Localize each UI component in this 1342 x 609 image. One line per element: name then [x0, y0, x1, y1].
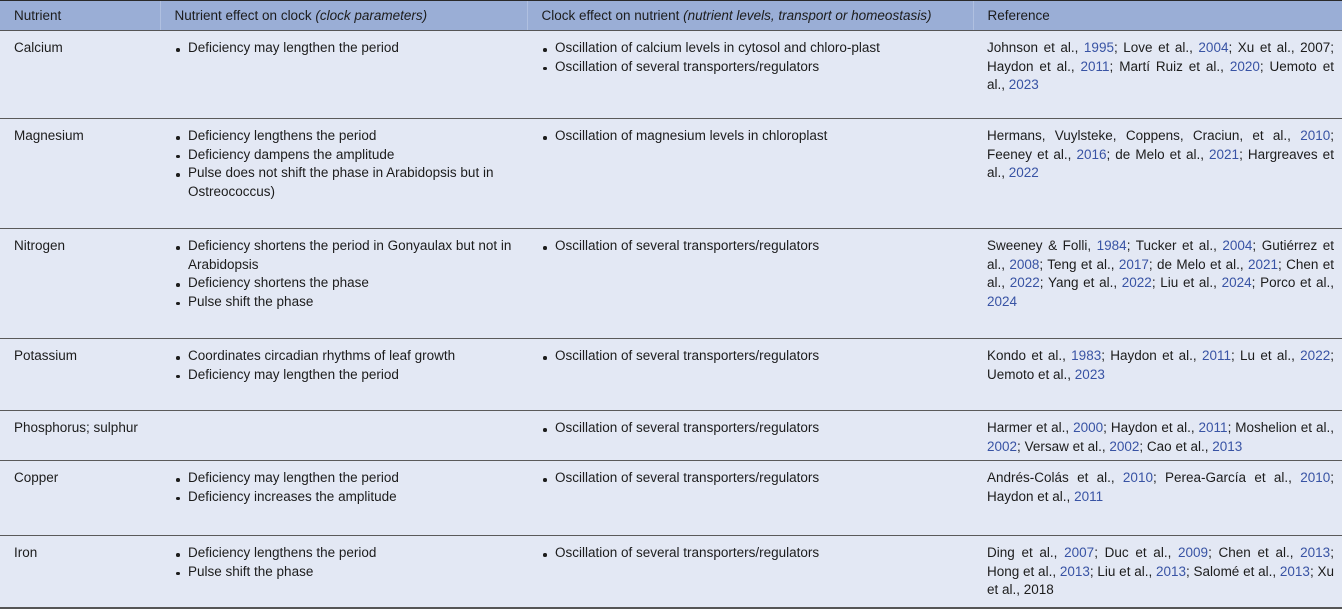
reference-year-link[interactable]: 2022 [1121, 275, 1152, 290]
reference-author: Liu et al., [1160, 275, 1222, 290]
bullet-item: Oscillation of several transporters/regulators [541, 237, 973, 256]
cell-clock-on-nutrient-list [541, 347, 973, 366]
cell-reference [973, 461, 1342, 536]
header-clock-on-nutrient-label: Clock effect on nutrient [541, 7, 684, 23]
reference-author: Uemoto et al., [987, 366, 1075, 382]
cell-nutrient: Magnesium [0, 119, 160, 229]
reference-year-link[interactable]: 2000 [1073, 420, 1104, 435]
reference-author: Liu et al., [1097, 563, 1156, 579]
reference-author: Hermans, Vuylsteke, Coppens, Craciun, et al., [987, 128, 1301, 143]
cell-reference [973, 229, 1342, 339]
reference-year-link[interactable]: 1984 [1096, 238, 1127, 253]
reference-year-link[interactable]: 2013 [1155, 563, 1187, 579]
reference-separator: ; [1330, 40, 1334, 55]
bullet-item: Oscillation of several transporters/regulators [541, 347, 973, 366]
reference-year-link[interactable]: 2011 [1080, 58, 1110, 74]
cell-clock-on-nutrient-list [541, 544, 973, 563]
reference-year-link[interactable]: 2010 [1300, 470, 1331, 485]
reference-year-link[interactable]: 2022 [1009, 275, 1040, 290]
reference-year-link[interactable]: 2023 [1074, 366, 1105, 382]
reference-separator: ; [1330, 348, 1334, 363]
bullet-item: Oscillation of several transporters/regulators [541, 544, 973, 563]
header-clock-on-nutrient-note: (nutrient levels, transport or homeostasis) [683, 7, 932, 23]
reference-year-link[interactable]: 2023 [1008, 77, 1039, 92]
cell-nutrient: Iron [0, 536, 160, 608]
cell-nutrient: Phosphorus; sulphur [0, 411, 160, 461]
cell-clock-on-nutrient [527, 31, 973, 119]
table-body [0, 31, 1342, 608]
reference-author: Salomé et al., [1193, 563, 1280, 579]
reference-separator: ; [1106, 146, 1116, 162]
cell-reference [973, 119, 1342, 229]
reference-author: Porco et al., [1260, 275, 1334, 290]
reference-author: Uemoto et al., [987, 58, 1334, 92]
cell-effect-on-clock-list [174, 469, 527, 506]
reference-year-link[interactable]: 2024 [987, 293, 1018, 309]
bullet-item: Oscillation of several transporters/regulators [541, 58, 973, 77]
reference-author: Lu et al., [1240, 348, 1301, 363]
reference-author: Johnson et al., [987, 40, 1084, 55]
reference-author: Ding et al., [987, 545, 1065, 560]
reference-separator: ; [1103, 420, 1111, 435]
reference-author: de Melo et al., [1115, 146, 1210, 162]
reference-year-link[interactable]: 2010 [1300, 128, 1331, 143]
cell-effect-on-clock [160, 461, 527, 536]
reference-separator: ; [1101, 348, 1111, 363]
bullet-item: Deficiency shortens the period in Gonyaulax but not in Arabidopsis [174, 237, 527, 274]
reference-author: Andrés-Colás et al., [987, 470, 1123, 485]
reference-year: 2018 [1023, 582, 1054, 597]
cell-reference [973, 536, 1342, 608]
header-effect-on-clock-label: Nutrient effect on clock [174, 7, 316, 23]
cell-clock-on-nutrient [527, 536, 973, 608]
reference-year-link[interactable]: 2002 [987, 438, 1018, 454]
reference-separator: ; [1252, 238, 1262, 253]
cell-clock-on-nutrient [527, 339, 973, 411]
reference-year-link[interactable]: 2017 [1118, 256, 1149, 272]
table-row [0, 31, 1342, 119]
reference-separator: ; [1039, 256, 1048, 272]
reference-year-link[interactable]: 1983 [1071, 348, 1102, 363]
table-row [0, 119, 1342, 229]
cell-clock-on-nutrient [527, 119, 973, 229]
reference-year-link[interactable]: 2013 [1059, 563, 1090, 579]
cell-clock-on-nutrient-list [541, 237, 973, 256]
reference-separator: ; [1278, 256, 1287, 272]
bullet-item: Deficiency dampens the amplitude [174, 146, 527, 165]
reference-year-link[interactable]: 2013 [1212, 438, 1243, 454]
reference-year-link[interactable]: 2011 [1074, 488, 1104, 504]
reference-separator: ; [1239, 146, 1248, 162]
bullet-item: Pulse shift the phase [174, 293, 527, 312]
header-effect-on-clock-note: (clock parameters) [315, 7, 428, 23]
table-row [0, 461, 1342, 536]
reference-author: Haydon et al., [987, 58, 1081, 74]
cell-clock-on-nutrient-list [541, 419, 973, 438]
header-nutrient: Nutrient [0, 1, 160, 31]
reference-author: Haydon et al., [1110, 420, 1199, 435]
reference-separator: ; [1109, 58, 1120, 74]
reference-separator: ; [1139, 438, 1147, 454]
bullet-item: Pulse shift the phase [174, 563, 527, 582]
bullet-item: Deficiency shortens the phase [174, 274, 527, 293]
reference-author: Xu et al., [1237, 40, 1301, 55]
cell-clock-on-nutrient [527, 229, 973, 339]
reference-year-link[interactable]: 2022 [1300, 348, 1331, 363]
reference-year-link[interactable]: 2013 [1279, 563, 1310, 579]
reference-separator: ; [1227, 420, 1236, 435]
cell-effect-on-clock [160, 119, 527, 229]
reference-separator: ; [1148, 256, 1158, 272]
bullet-item: Deficiency increases the amplitude [174, 488, 527, 507]
table-row [0, 536, 1342, 608]
reference-separator: ; [1186, 563, 1194, 579]
reference-author: Chen et al., [1218, 545, 1301, 560]
reference-author: Yang et al., [1047, 275, 1122, 290]
cell-reference [973, 339, 1342, 411]
bullet-item: Coordinates circadian rhythms of leaf growth [174, 347, 527, 366]
reference-author: Feeney et al., [987, 146, 1077, 162]
bullet-item: Deficiency may lengthen the period [174, 39, 527, 58]
cell-clock-on-nutrient-list [541, 127, 973, 146]
cell-effect-on-clock [160, 339, 527, 411]
reference-year-link[interactable]: 2011 [1198, 420, 1228, 435]
table-row [0, 411, 1342, 461]
cell-effect-on-clock-list [174, 127, 527, 201]
reference-year: 2007 [1300, 40, 1331, 55]
reference-separator: ; [1126, 238, 1136, 253]
cell-effect-on-clock-list [174, 39, 527, 58]
reference-year-link[interactable]: 2004 [1222, 238, 1253, 253]
reference-author: Duc et al., [1104, 545, 1179, 560]
reference-author: Versaw et al., [1024, 438, 1110, 454]
cell-clock-on-nutrient-list [541, 469, 973, 488]
reference-author: Cao et al., [1146, 438, 1213, 454]
reference-year-link[interactable]: 2022 [1008, 165, 1039, 180]
reference-author: Gutiérrez et al., [987, 238, 1334, 272]
reference-year-link[interactable]: 2013 [1300, 545, 1331, 560]
cell-effect-on-clock [160, 536, 527, 608]
cell-clock-on-nutrient [527, 411, 973, 461]
cell-effect-on-clock-list [174, 347, 527, 384]
reference-author: Xu et al., [987, 563, 1334, 597]
reference-author: Chen et al., [987, 256, 1334, 290]
cell-clock-on-nutrient [527, 461, 973, 536]
cell-effect-on-clock-list [174, 544, 527, 581]
reference-author: Perea-García et al., [1165, 470, 1301, 485]
reference-separator: ; [1089, 563, 1098, 579]
reference-year-link[interactable]: 2004 [1198, 40, 1229, 55]
reference-year-link[interactable]: 2020 [1229, 58, 1260, 74]
reference-separator: ; [1230, 348, 1241, 363]
reference-author: Tucker et al., [1135, 238, 1223, 253]
reference-author: Martí Ruiz et al., [1119, 58, 1230, 74]
cell-effect-on-clock [160, 411, 527, 461]
reference-year-link[interactable]: 1995 [1083, 40, 1114, 55]
bullet-item: Deficiency lengthens the period [174, 127, 527, 146]
table-row [0, 229, 1342, 339]
reference-year-link[interactable]: 2008 [1009, 256, 1040, 272]
reference-year-link[interactable]: 2021 [1247, 256, 1278, 272]
reference-separator: ; [1094, 545, 1105, 560]
reference-separator: ; [1309, 563, 1318, 579]
reference-year-link[interactable]: 2007 [1064, 545, 1095, 560]
reference-year-link[interactable]: 2024 [1221, 275, 1252, 290]
cell-effect-on-clock-list [174, 237, 527, 311]
reference-separator: ; [1251, 275, 1261, 290]
cell-reference [973, 31, 1342, 119]
bullet-item: Deficiency may lengthen the period [174, 366, 527, 385]
reference-separator: ; [1152, 470, 1166, 485]
reference-author: de Melo et al., [1157, 256, 1248, 272]
bullet-item: Deficiency lengthens the period [174, 544, 527, 563]
header-clock-on-nutrient [527, 1, 973, 31]
reference-author: Moshelion et al., [1235, 420, 1334, 435]
reference-year-link[interactable]: 2021 [1209, 146, 1240, 162]
reference-separator: ; [1017, 438, 1025, 454]
cell-nutrient: Nitrogen [0, 229, 160, 339]
cell-clock-on-nutrient-list [541, 39, 973, 76]
reference-year-link[interactable]: 2010 [1122, 470, 1153, 485]
cell-nutrient: Potassium [0, 339, 160, 411]
reference-author: Harmer et al., [987, 420, 1074, 435]
cell-effect-on-clock [160, 31, 527, 119]
bullet-item: Oscillation of several transporters/regulators [541, 419, 973, 438]
reference-separator: ; [1330, 545, 1334, 560]
cell-nutrient: Copper [0, 461, 160, 536]
reference-author: Haydon et al., [1110, 348, 1202, 363]
header-reference: Reference [973, 1, 1342, 31]
bullet-item: Oscillation of calcium levels in cytosol and chloro-plast [541, 39, 973, 58]
reference-year-link[interactable]: 2009 [1178, 545, 1209, 560]
reference-author: Haydon et al., [987, 488, 1075, 504]
reference-author: Kondo et al., [987, 348, 1072, 363]
reference-separator: ; [1330, 470, 1334, 485]
bullet-item: Oscillation of several transporters/regulators [541, 469, 973, 488]
bullet-item: Oscillation of magnesium levels in chloroplast [541, 127, 973, 146]
reference-separator: ; [1259, 58, 1270, 74]
reference-separator: ; [1330, 128, 1334, 143]
reference-author: Love et al., [1123, 40, 1199, 55]
reference-year-link[interactable]: 2016 [1076, 146, 1107, 162]
reference-separator: ; [1113, 40, 1124, 55]
bullet-item: Pulse does not shift the phase in Arabidopsis but in Ostreococcus) [174, 164, 527, 201]
cell-nutrient: Calcium [0, 31, 160, 119]
reference-author: Teng et al., [1047, 256, 1119, 272]
table-header-row [0, 1, 1342, 31]
reference-author: Sweeney & Folli, [987, 238, 1097, 253]
header-effect-on-clock [160, 1, 527, 31]
bullet-item: Deficiency may lengthen the period [174, 469, 527, 488]
reference-separator: ; [1228, 40, 1238, 55]
reference-separator: ; [1208, 545, 1219, 560]
reference-author: Hong et al., [987, 563, 1060, 579]
reference-year-link[interactable]: 2002 [1109, 438, 1140, 454]
table-row [0, 339, 1342, 411]
reference-separator: ; [1039, 275, 1048, 290]
cell-effect-on-clock [160, 229, 527, 339]
reference-year-link[interactable]: 2011 [1201, 348, 1231, 363]
cell-reference [973, 411, 1342, 461]
reference-separator: ; [1151, 275, 1161, 290]
reference-author: Hargreaves et al., [987, 146, 1334, 180]
